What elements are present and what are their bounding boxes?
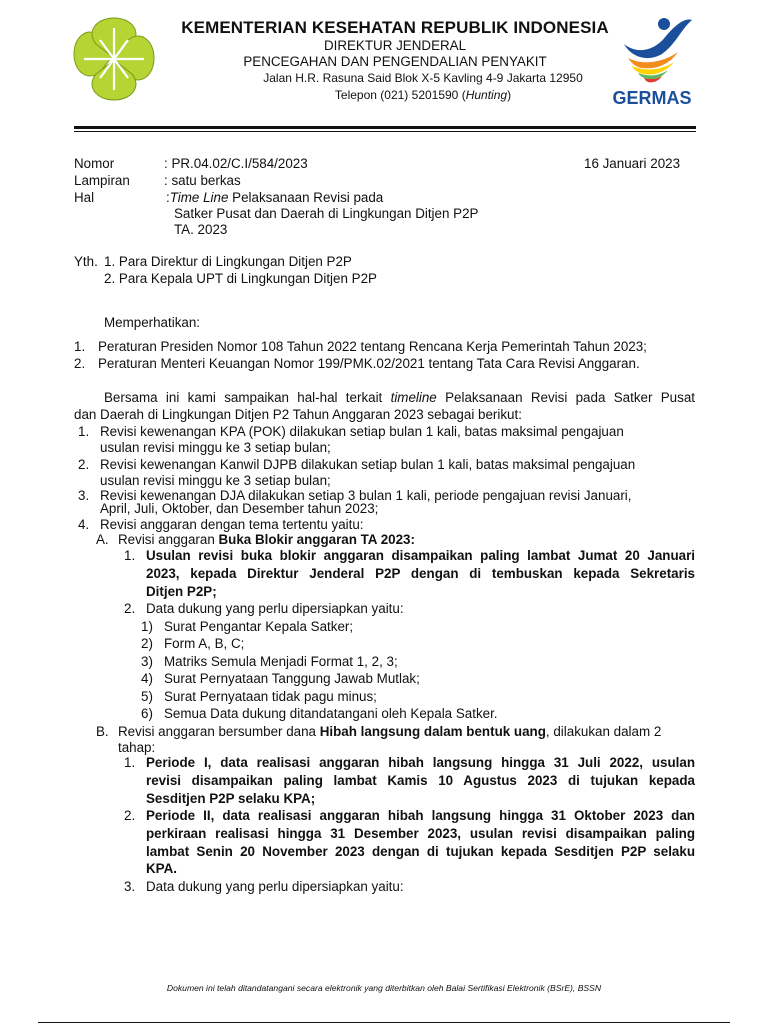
- sub-text: Periode I, data realisasi anggaran hibah langsung hingga 31 Juli 2022, usulan: [146, 755, 695, 770]
- sub-text: lambat Senin 20 November 2023 dengan di tujukan kepada Sesditjen P2P selaku: [146, 844, 695, 859]
- reference-number: 1.: [74, 339, 86, 354]
- nomor-label: Nomor: [74, 156, 115, 171]
- recipient-2: 2. Para Kepala UPT di Lingkungan Ditjen P2P: [104, 271, 377, 286]
- germas-wordmark: GERMAS: [612, 88, 692, 108]
- hal-value-line2: Satker Pusat dan Daerah di Lingkungan Ditjen P2P: [174, 206, 479, 221]
- sub-text: Periode II, data realisasi anggaran hibah langsung hingga 31 Oktober 2023 dan: [146, 808, 695, 823]
- letterhead-rule-thin: [74, 131, 696, 132]
- doc-number: 3): [141, 654, 153, 669]
- doc-number: 5): [141, 689, 153, 704]
- point-number: 1.: [78, 424, 90, 439]
- sub-text: perkiraan realisasi hingga 31 Desember 2023, usulan revisi disampaikan paling: [146, 826, 695, 841]
- point-number: 2.: [78, 457, 90, 472]
- point-text: Revisi kewenangan Kanwil DJPB dilakukan setiap bulan 1 kali, batas maksimal pengajuan: [100, 457, 636, 472]
- ministry-title: KEMENTERIAN KESEHATAN REPUBLIK INDONESIA: [181, 18, 609, 37]
- doc-text: Form A, B, C;: [164, 636, 245, 651]
- lampiran-label: Lampiran: [74, 173, 130, 188]
- intro-paragraph-line1: Bersama ini kami sampaikan hal-hal terkait timeline Pelaksanaan Revisi pada Satker Pusat: [104, 390, 695, 405]
- memperhatikan-label: Memperhatikan:: [104, 315, 201, 330]
- address: Jalan H.R. Rasuna Said Blok X-5 Kavling 4-9 Jakarta 12950: [263, 71, 583, 85]
- sub-number: 2.: [124, 808, 136, 823]
- sub-number: 3.: [124, 879, 136, 894]
- sub-text: Data dukung yang perlu dipersiapkan yaitu:: [146, 879, 404, 894]
- intro-paragraph-line2: dan Daerah di Lingkungan Ditjen P2 Tahun Anggaran 2023 sebagai berikut:: [74, 407, 522, 422]
- phone: Telepon (021) 5201590 (Hunting): [334, 88, 512, 102]
- section-b-title: Revisi anggaran bersumber dana Hibah langsung dalam bentuk uang, dilakukan dalam 2: [118, 724, 662, 739]
- doc-text: Semua Data dukung ditandatangani oleh Kepala Satker.: [164, 706, 498, 721]
- directorate-subtitle: PENCEGAHAN DAN PENGENDALIAN PENYAKIT: [243, 54, 547, 69]
- germas-logo: [606, 14, 698, 108]
- recipient-prefix: Yth.: [74, 254, 98, 269]
- point-text: Revisi anggaran dengan tema tertentu yaitu:: [100, 517, 364, 532]
- sub-text: Sesditjen P2P selaku KPA;: [146, 791, 316, 806]
- sub-number: 1.: [124, 548, 136, 563]
- point-number: 3.: [78, 488, 90, 503]
- doc-text: Surat Pernyataan Tanggung Jawab Mutlak;: [164, 671, 420, 686]
- nomor-value: : PR.04.02/C.I/584/2023: [164, 156, 308, 171]
- doc-number: 1): [141, 619, 153, 634]
- doc-number: 2): [141, 636, 153, 651]
- footer-rule: [38, 1022, 730, 1023]
- point-text: usulan revisi minggu ke 3 setiap bulan;: [100, 473, 331, 488]
- sub-text: Usulan revisi buka blokir anggaran disampaikan paling lambat Jumat 20 Januari: [146, 548, 695, 563]
- point-text: Revisi kewenangan KPA (POK) dilakukan setiap bulan 1 kali, batas maksimal pengajuan: [100, 424, 624, 439]
- doc-number: 4): [141, 671, 153, 686]
- doc-text: Matriks Semula Menjadi Format 1, 2, 3;: [164, 654, 398, 669]
- letter-date: 16 Januari 2023: [584, 156, 681, 171]
- sub-text: 2023, kepada Direktur Jenderal P2P dengan di tembuskan kepada Sekretaris: [146, 566, 695, 581]
- section-b-marker: B.: [96, 724, 109, 739]
- sub-number: 2.: [124, 601, 136, 616]
- sub-text: Data dukung yang perlu dipersiapkan yaitu:: [146, 601, 404, 616]
- directorate-title: DIREKTUR JENDERAL: [323, 38, 467, 53]
- point-text: Revisi kewenangan DJA dilakukan setiap 3 bulan 1 kali, periode pengajuan revisi Januari,: [100, 488, 632, 503]
- section-a-marker: A.: [96, 532, 109, 547]
- doc-text: Surat Pengantar Kepala Satker;: [164, 619, 354, 634]
- lampiran-value: : satu berkas: [164, 173, 241, 188]
- point-text: usulan revisi minggu ke 3 setiap bulan;: [100, 440, 331, 455]
- e-signature-notice: Dokumen ini telah ditandatangani secara elektronik yang diterbitkan oleh Balai Sertifikasi Elektronik (BSrE), BSSN: [166, 983, 602, 993]
- section-b-title-cont: tahap:: [118, 740, 156, 755]
- section-a-title: Revisi anggaran Buka Blokir anggaran TA 2023:: [118, 532, 415, 547]
- hal-value-line3: TA. 2023: [174, 222, 228, 237]
- hal-value-line1: :Time Line Pelaksanaan Revisi pada: [166, 190, 384, 205]
- hal-label: Hal: [74, 190, 95, 205]
- letterhead-rule-thick: [74, 126, 696, 129]
- reference-number: 2.: [74, 356, 86, 371]
- sub-text: revisi disampaikan paling lambat Kamis 10 Agustus 2023 di tujukan kepada: [146, 773, 695, 788]
- doc-text: Surat Pernyataan tidak pagu minus;: [164, 689, 377, 704]
- kemenkes-logo: [70, 14, 158, 104]
- reference-text: Peraturan Presiden Nomor 108 Tahun 2022 tentang Rencana Kerja Pemerintah Tahun 2023;: [98, 339, 647, 354]
- sub-text: KPA.: [146, 861, 177, 876]
- sub-text: Ditjen P2P;: [146, 584, 217, 599]
- doc-number: 6): [141, 706, 153, 721]
- recipient-1: 1. Para Direktur di Lingkungan Ditjen P2P: [104, 254, 352, 269]
- sub-number: 1.: [124, 755, 136, 770]
- point-number: 4.: [78, 517, 90, 532]
- point-text: April, Juli, Oktober, dan Desember tahun 2023;: [100, 501, 379, 516]
- reference-text: Peraturan Menteri Keuangan Nomor 199/PMK.02/2021 tentang Tata Cara Revisi Anggaran.: [98, 356, 640, 371]
